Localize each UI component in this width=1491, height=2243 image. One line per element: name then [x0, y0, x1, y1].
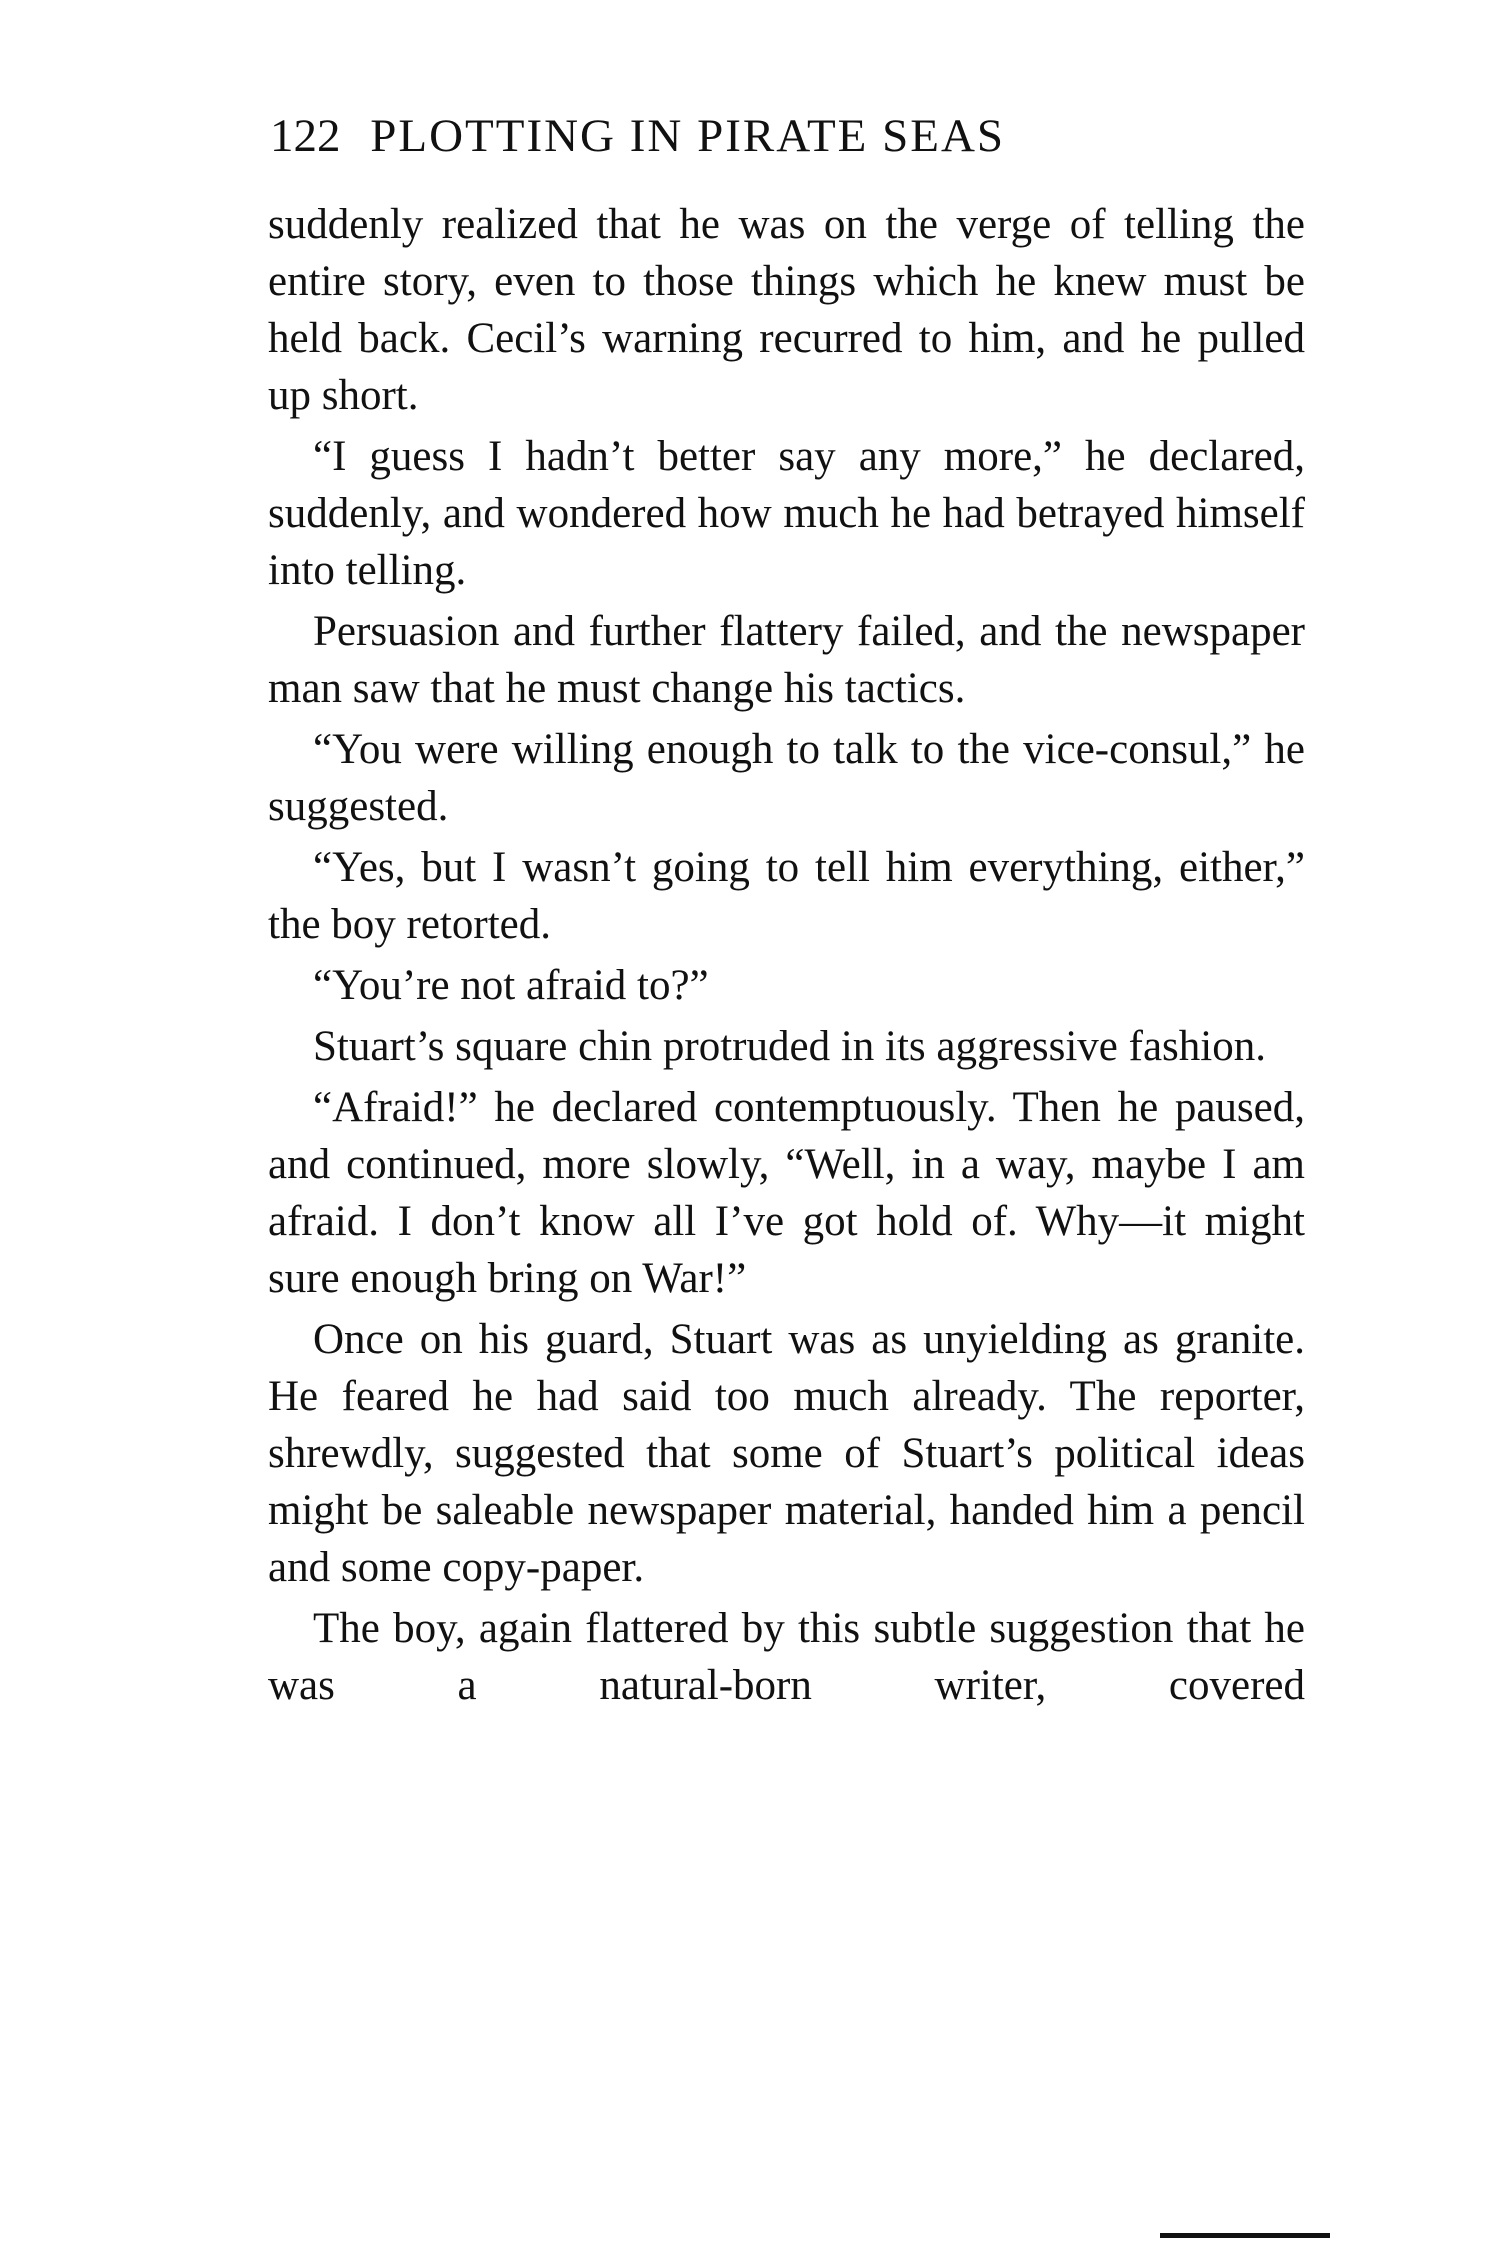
- paragraph-truncated: The boy, again flattered by this subtle suggestion that he was a natural-born writer, covered: [268, 1605, 1305, 1709]
- paragraph: “You’re not afraid to?”: [313, 962, 709, 1009]
- paragraph: “I guess I hadn’t better say any more,” he declared, suddenly, and wondered how much he had betrayed himself into telling.: [268, 433, 1305, 594]
- page-edge-rule: [1160, 2233, 1330, 2238]
- paragraph: “Yes, but I wasn’t going to tell him everything, either,” the boy retorted.: [268, 844, 1305, 948]
- running-head: [270, 108, 1300, 164]
- paragraph: Once on his guard, Stuart was as unyielding as granite. He feared he had said too much already. The reporter, shrewdly, suggested that some of Stuart’s political ideas might be saleable newspaper material, handed him a pencil and some copy-paper.: [268, 1316, 1305, 1591]
- book-title: PLOTTING IN PIRATE SEAS: [370, 110, 1006, 162]
- body-text: [268, 196, 1305, 1718]
- paragraph-continued: suddenly realized that he was on the verge of telling the entire story, even to those things which he knew must be held back. Cecil’s warning recurred to him, and he pulled up short.: [268, 201, 1305, 419]
- paragraph: “You were willing enough to talk to the vice-consul,” he suggested.: [268, 726, 1305, 830]
- paragraph: Stuart’s square chin protruded in its aggressive fashion.: [313, 1023, 1266, 1070]
- page-number: 122: [270, 110, 341, 162]
- paragraph: “Afraid!” he declared contemptuously. Then he paused, and continued, more slowly, “Well, in a way, maybe I am afraid. I don’t know all I’ve got hold of. Why—it might sure enough bring on War!”: [268, 1084, 1305, 1302]
- paragraph: Persuasion and further flattery failed, and the newspaper man saw that he must change his tactics.: [268, 608, 1305, 712]
